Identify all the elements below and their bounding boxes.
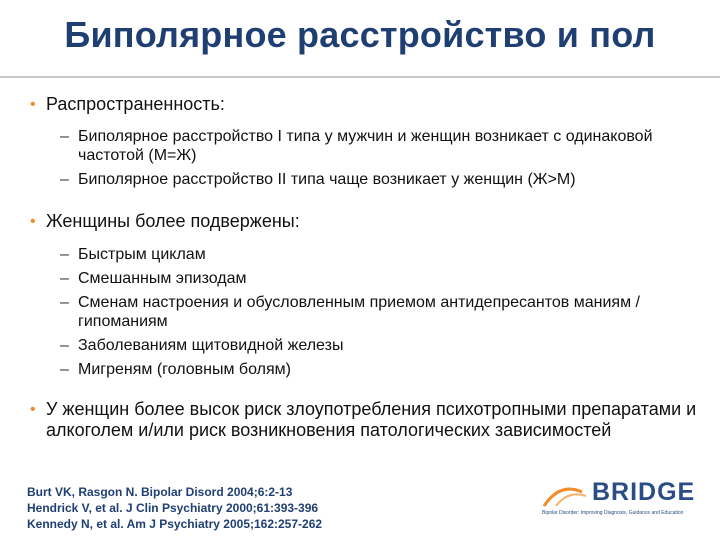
sub-item-text: Смешанным эпизодам [78, 270, 247, 287]
sub-item-text: Сменам настроения и обусловленным приемом антидепресантов маниям / гипоманиям [78, 294, 640, 330]
bullet-women-risk [30, 399, 710, 441]
reference-item: Burt VK, Rasgon N. Bipolar Disord 2004;6:2-13 [27, 485, 293, 499]
sub-item [30, 293, 710, 331]
bullet-women-susceptible [30, 211, 710, 232]
sub-item [30, 269, 710, 288]
sub-item [30, 170, 710, 189]
bullet-text: Распространенность: [46, 94, 225, 114]
bullet-dot-icon: • [30, 401, 36, 418]
sub-item [30, 360, 710, 379]
sub-item [30, 127, 710, 165]
bridge-logo [540, 476, 715, 526]
bullet-text: Женщины более подвержены: [46, 211, 300, 231]
sub-item [30, 245, 710, 264]
dash-icon: – [60, 361, 69, 378]
slide-title: Биполярное расстройство и пол [64, 14, 656, 55]
bullet-dot-icon: • [30, 213, 36, 230]
slide-content [30, 88, 710, 441]
dash-icon: – [60, 171, 69, 188]
sub-item-text: Заболеваниям щитовидной железы [78, 337, 344, 354]
logo-tagline: Bipolar Disorder: Improving Diagnosis, Guidance and Education [542, 510, 684, 516]
sub-item-text: Быстрым циклам [78, 246, 206, 263]
references [27, 484, 322, 532]
title-divider [0, 76, 720, 78]
dash-icon: – [60, 128, 69, 145]
sub-item [30, 336, 710, 355]
sub-item-text: Биполярное расстройство I типа у мужчин и женщин возникает с одинаковой частотой (М=Ж) [78, 128, 653, 164]
dash-icon: – [60, 270, 69, 287]
bullet-prevalence [30, 94, 710, 115]
dash-icon: – [60, 246, 69, 263]
bullet-dot-icon: • [30, 96, 36, 113]
dash-icon: – [60, 294, 69, 311]
dash-icon: – [60, 337, 69, 354]
sub-item-text: Мигреням (головным болям) [78, 361, 291, 378]
reference-item: Hendrick V, et al. J Clin Psychiatry 2000;61:393-396 [27, 501, 319, 515]
reference-item: Kennedy N, et al. Am J Psychiatry 2005;162:257-262 [27, 517, 323, 531]
sub-item-text: Биполярное расстройство II типа чаще возникает у женщин (Ж>М) [78, 171, 576, 188]
bullet-text: У женщин более высок риск злоупотребления психотропными препаратами и алкоголем и/или риск возникновения патологических зависимостей [46, 399, 697, 440]
logo-wordmark: BRIDGE [592, 478, 696, 506]
